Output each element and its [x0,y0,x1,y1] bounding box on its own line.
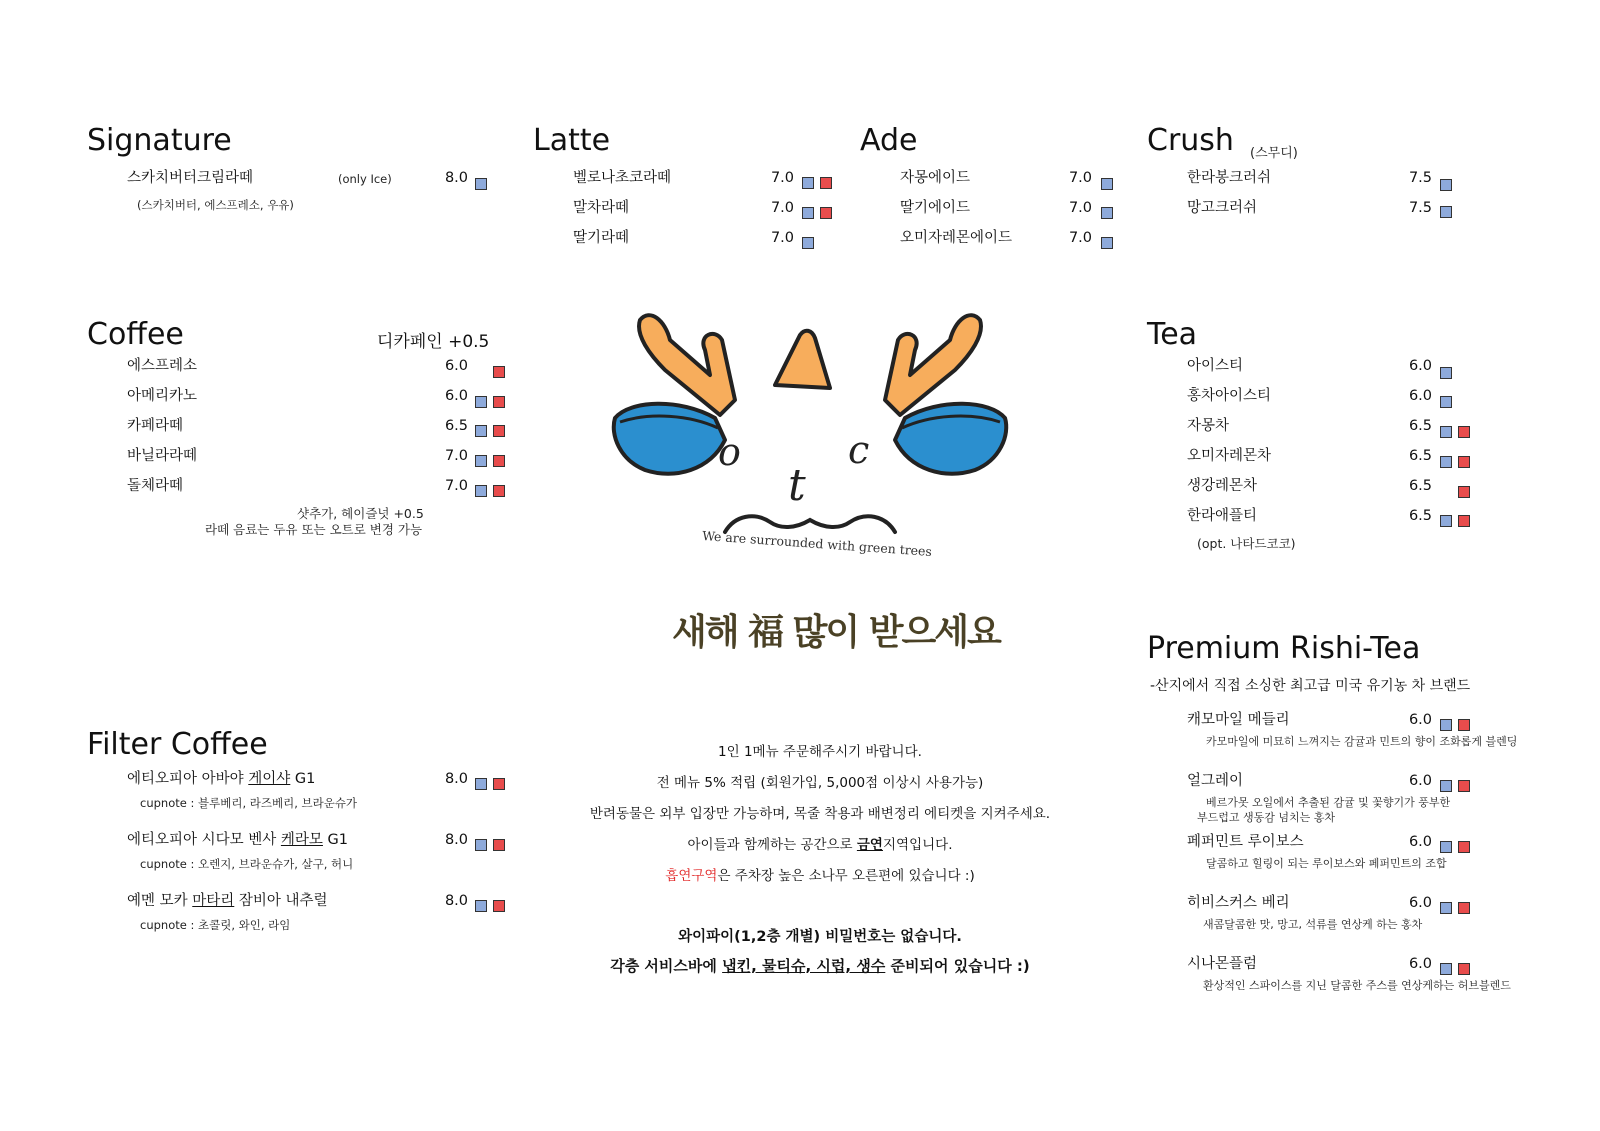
ice-option-icon [1440,456,1452,468]
ice-option-icon [802,237,814,249]
notice-line: 흡연구역은 주차장 높은 소나무 오른편에 있습니다 :) [665,868,975,884]
notice-line: 반려동물은 외부 입장만 가능하며, 목줄 착용과 배변정리 에티켓을 지켜주세요. [589,806,1051,822]
crush-subtitle: (스무디) [1250,146,1298,161]
menu-item-name: 오미자레몬에이드 [900,230,1013,246]
hot-option-icon [493,485,505,497]
ice-option-icon [1440,780,1452,792]
tea-title: Tea [1147,317,1198,352]
menu-item-name: 얼그레이 [1187,773,1244,789]
ice-option-icon [475,425,487,437]
hot-option-icon [1458,426,1470,438]
hot-option-icon [1458,902,1470,914]
menu-item-name: 오미자레몬차 [1187,448,1272,464]
coffee-title: Coffee [87,317,184,352]
ice-option-icon [1440,515,1452,527]
menu-item-name: 한라애플티 [1187,508,1258,524]
menu-item-name: 자몽에이드 [900,170,971,186]
menu-item-price: 6.0 [1408,956,1432,972]
ice-option-icon [1440,902,1452,914]
ade-title: Ade [860,123,918,158]
menu-item-name: 페퍼민트 루이보스 [1187,834,1304,850]
hot-option-icon [493,425,505,437]
menu-item-name: 딸기라떼 [573,230,630,246]
menu-item-price: 6.5 [1408,418,1432,434]
ice-option-icon [1440,396,1452,408]
menu-item-price: 6.5 [444,418,468,434]
ice-option-icon [475,839,487,851]
menu-item-name: 벨로나초코라떼 [573,170,672,186]
menu-item-price: 7.0 [1068,200,1092,216]
tea-description: 새콤달콤한 맛, 망고, 석류를 연상케 하는 홍차 [1203,918,1423,931]
signature-title: Signature [87,123,232,158]
cupnote: cupnote : 오렌지, 브라운슈가, 살구, 허니 [140,857,354,871]
menu-item-price: 8.0 [444,771,468,787]
tea-description: 카모마일에 미묘히 느껴지는 감귤과 민트의 향이 조화롭게 블렌딩 [1206,735,1518,748]
ice-option-icon [1101,207,1113,219]
deer-cat-logo-icon [610,300,1010,570]
menu-item-name: 에스프레소 [127,358,198,374]
menu-item-price: 7.5 [1408,200,1432,216]
hot-option-icon [820,207,832,219]
menu-item-price: 6.5 [1408,508,1432,524]
menu-item-price: 6.0 [1408,712,1432,728]
menu-item-price: 7.0 [444,448,468,464]
menu-item-name: 에티오피아 아바야 게이샤 G1 [127,771,316,787]
menu-item-name: 바닐라라떼 [127,448,198,464]
menu-item-name: 카페라떼 [127,418,184,434]
hot-option-icon [1458,963,1470,975]
menu-item-name: 히비스커스 베리 [1187,895,1290,911]
ice-option-icon [475,396,487,408]
menu-item-name: 에티오피아 시다모 벤사 케라모 G1 [127,832,349,848]
menu-item-name: 아메리카노 [127,388,198,404]
logo-letter-c: c [848,428,870,472]
cupnote: cupnote : 블루베리, 라즈베리, 브라운슈가 [140,796,358,810]
only-ice-tag: (only Ice) [338,172,392,186]
menu-item-price: 8.0 [444,832,468,848]
decaf-note: 디카페인 +0.5 [377,332,490,352]
menu-item-name: 예멘 모카 마타리 잠비아 내추럴 [127,893,328,909]
ice-option-icon [475,900,487,912]
menu-item-price: 7.0 [1068,230,1092,246]
menu-item-price: 7.5 [1408,170,1432,186]
menu-item-name: 말차라떼 [573,200,630,216]
ice-option-icon [1440,367,1452,379]
logo-letter-t: t [788,460,806,511]
filter-coffee-title: Filter Coffee [87,727,268,762]
coffee-milk-note: 라떼 음료는 두유 또는 오트로 변경 가능 [205,522,423,537]
ice-option-icon [475,178,487,190]
menu-item-price: 6.0 [1408,895,1432,911]
menu-item-price: 7.0 [770,170,794,186]
menu-item-name: 스카치버터크림라떼 [127,170,254,186]
hot-option-icon [1458,515,1470,527]
logo-letter-o: o [718,430,741,474]
menu-item-price: 6.0 [1408,388,1432,404]
tea-description: 부드럽고 생동감 넘치는 홍차 [1197,811,1336,824]
coffee-addon-note: 샷추가, 헤이즐넛 +0.5 [297,506,424,521]
menu-item-name: 딸기에이드 [900,200,971,216]
ice-option-icon [1101,178,1113,190]
hot-option-icon [1458,780,1470,792]
tea-description: 달콤하고 힐링이 되는 루이보스와 페퍼민트의 조합 [1206,857,1447,870]
cafe-logo [610,300,1010,570]
menu-item-price: 6.5 [1408,478,1432,494]
menu-item-name: 한라봉크러쉬 [1187,170,1272,186]
ice-option-icon [802,177,814,189]
hot-option-icon [1458,456,1470,468]
latte-title: Latte [533,123,611,158]
hot-option-icon [493,900,505,912]
menu-item-price: 7.0 [770,200,794,216]
notice-line: 아이들과 함께하는 공간으로 금연지역입니다. [687,837,953,853]
crush-title: Crush [1147,123,1234,158]
menu-item-name: 생강레몬차 [1187,478,1258,494]
ice-option-icon [1101,237,1113,249]
notice-line: 전 메뉴 5% 적립 (회원가입, 5,000점 이상시 사용가능) [656,775,984,791]
hot-option-icon [1458,486,1470,498]
menu-item-name: 자몽차 [1187,418,1230,434]
notice-line: 1인 1메뉴 주문해주시기 바랍니다. [718,744,922,760]
hot-option-icon [1458,841,1470,853]
menu-item-price: 6.0 [1408,773,1432,789]
menu-item-price: 8.0 [444,893,468,909]
hot-option-icon [493,455,505,467]
premium-tea-subtitle: -산지에서 직접 소싱한 최고급 미국 유기농 차 브랜드 [1150,678,1471,694]
notice-wifi: 와이파이(1,2층 개별) 비밀번호는 없습니다. [678,929,962,945]
hot-option-icon [493,778,505,790]
cupnote: cupnote : 초콜릿, 와인, 라임 [140,918,291,932]
ice-option-icon [1440,719,1452,731]
ice-option-icon [1440,179,1452,191]
menu-item-price: 7.0 [1068,170,1092,186]
ice-option-icon [1440,963,1452,975]
menu-item-price: 6.0 [1408,358,1432,374]
menu-item-name: 홍차아이스티 [1187,388,1272,404]
ice-option-icon [475,778,487,790]
premium-tea-title: Premium Rishi-Tea [1147,631,1421,666]
tea-description: 베르가못 오일에서 추출된 감귤 및 꽃향기가 풍부한 [1206,796,1451,809]
menu-item-price: 6.0 [444,388,468,404]
menu-item-price: 8.0 [444,170,468,186]
menu-item-price: 7.0 [444,478,468,494]
menu-item-note: (스카치버터, 에스프레소, 우유) [137,198,294,212]
logo-tagline: We are surrounded with green trees [701,527,933,560]
ice-option-icon [1440,426,1452,438]
notice-servicebar: 각층 서비스바에 냅킨, 물티슈, 시럽, 생수 준비되어 있습니다 :) [610,957,1030,975]
ice-option-icon [1440,206,1452,218]
menu-item-name: 시나몬플럼 [1187,956,1258,972]
tea-option-note: (opt. 나타드코코) [1197,536,1296,551]
tea-description: 환상적인 스파이스를 지닌 달콤한 주스를 연상케하는 허브블렌드 [1203,979,1511,992]
ice-option-icon [802,207,814,219]
ice-option-icon [1440,841,1452,853]
new-year-greeting: 새해 福 많이 받으세요 [672,611,1000,653]
hot-option-icon [820,177,832,189]
menu-item-name: 망고크러쉬 [1187,200,1258,216]
ice-option-icon [475,455,487,467]
menu-item-name: 캐모마일 메들리 [1187,712,1290,728]
menu-item-price: 7.0 [770,230,794,246]
menu-item-price: 6.0 [1408,834,1432,850]
hot-option-icon [1458,719,1470,731]
menu-item-price: 6.0 [444,358,468,374]
menu-item-price: 6.5 [1408,448,1432,464]
ice-option-icon [475,485,487,497]
hot-option-icon [493,366,505,378]
menu-item-name: 돌체라떼 [127,478,184,494]
menu-item-name: 아이스티 [1187,358,1244,374]
hot-option-icon [493,396,505,408]
hot-option-icon [493,839,505,851]
